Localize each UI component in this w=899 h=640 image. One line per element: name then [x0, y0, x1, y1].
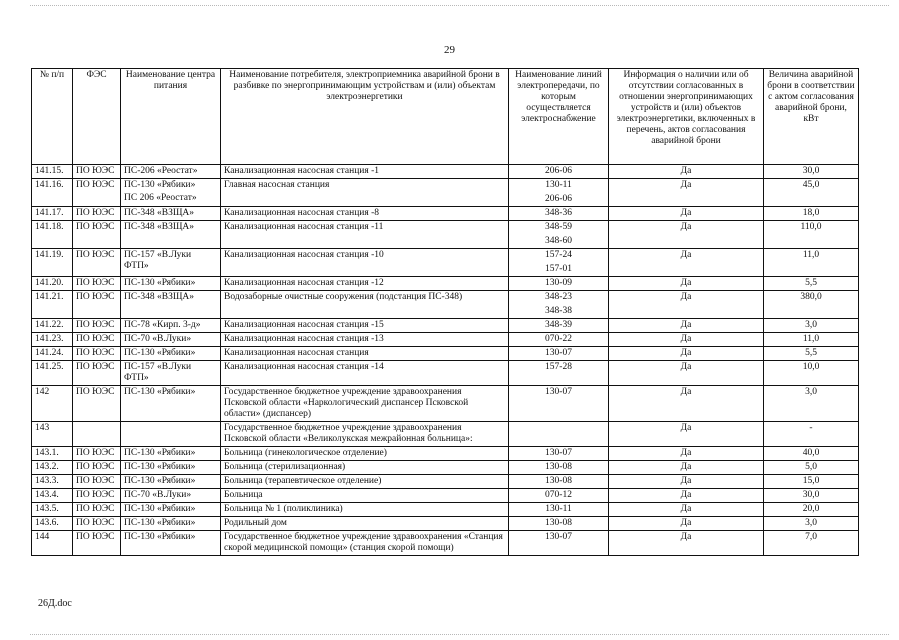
row-center [121, 347, 221, 361]
header-row [32, 69, 859, 165]
row-power: 3,0 [764, 517, 859, 531]
row-power: 20,0 [764, 503, 859, 517]
row-number: 141.15. [32, 165, 73, 179]
row-lines [509, 422, 609, 447]
row-lines [509, 207, 609, 221]
row-lines [509, 165, 609, 179]
table-row [32, 221, 859, 249]
row-lines [509, 221, 609, 249]
row-fes [73, 422, 121, 447]
page-number: 29 [444, 44, 455, 56]
row-lines [509, 347, 609, 361]
center-name: ПС-130 «Рябики» [124, 504, 196, 514]
row-lines [509, 333, 609, 347]
row-number: 141.20. [32, 277, 73, 291]
row-info: Да [609, 249, 764, 277]
center-name: ПС-78 «Кирп. 3-д» [124, 320, 201, 330]
table-row [32, 179, 859, 207]
line-id: 348-36 [545, 208, 572, 218]
row-lines [509, 489, 609, 503]
col-header-fes: ФЭС [73, 69, 121, 165]
table-row [32, 503, 859, 517]
row-power: 380,0 [764, 291, 859, 319]
line-id: 157-28 [545, 362, 572, 372]
table-row [32, 422, 859, 447]
row-number: 143.1. [32, 447, 73, 461]
row-consumer: Канализационная насосная станция -15 [221, 319, 509, 333]
row-center [121, 503, 221, 517]
row-lines [509, 386, 609, 422]
center-name: ПС-206 «Реостат» [124, 166, 198, 176]
row-power: 40,0 [764, 447, 859, 461]
table-row [32, 277, 859, 291]
col-header-center: Наименование центра питания [121, 69, 221, 165]
row-fes: ПО ЮЭС [73, 361, 121, 386]
table-row [32, 386, 859, 422]
row-fes: ПО ЮЭС [73, 447, 121, 461]
row-info: Да [609, 461, 764, 475]
table-row [32, 207, 859, 221]
line-id: 348-39 [545, 320, 572, 330]
row-consumer: Канализационная насосная станция [221, 347, 509, 361]
col-header-consumer: Наименование потребителя, электроприемника аварийной брони в разбивке по энергопринимающим устройствам и (или) объектам электроэнергетики [221, 69, 509, 165]
line-id: 130-08 [545, 462, 572, 472]
row-info: Да [609, 503, 764, 517]
line-id: 070-22 [545, 334, 572, 344]
row-consumer: Канализационная насосная станция -11 [221, 221, 509, 249]
row-consumer: Канализационная насосная станция -1 [221, 165, 509, 179]
center-name: ПС-130 «Рябики» [124, 532, 196, 542]
line-id: 130-08 [545, 518, 572, 528]
row-lines [509, 249, 609, 277]
center-name: ПС-157 «В.Луки ФТП» [124, 250, 192, 271]
row-power: 10,0 [764, 361, 859, 386]
line-id: 206-06 [545, 194, 572, 204]
line-id: 157-01 [545, 264, 572, 274]
row-fes: ПО ЮЭС [73, 347, 121, 361]
center-name: ПС-348 «ВЗЩА» [124, 208, 195, 218]
table-row [32, 475, 859, 489]
row-lines [509, 503, 609, 517]
row-consumer: Государственное бюджетное учреждение здравоохранения «Станция скорой медицинской помощи» (станция скорой помощи) [221, 531, 509, 556]
line-id: 348-38 [545, 306, 572, 316]
row-center [121, 179, 221, 207]
row-info: Да [609, 207, 764, 221]
row-lines [509, 517, 609, 531]
line-id: 130-07 [545, 532, 572, 542]
row-fes: ПО ЮЭС [73, 221, 121, 249]
scan-top-edge [30, 5, 889, 6]
row-fes: ПО ЮЭС [73, 475, 121, 489]
table-row [32, 517, 859, 531]
col-header-info: Информация о наличии или об отсутствии согласованных в отношении энергопринимающих устройств и (или) объектов электроэнергетики, включенных в перечень, актов согласования аварийной брони [609, 69, 764, 165]
center-name: ПС-130 «Рябики» [124, 448, 196, 458]
row-fes: ПО ЮЭС [73, 461, 121, 475]
row-info: Да [609, 277, 764, 291]
row-consumer: Канализационная насосная станция -13 [221, 333, 509, 347]
table-row [32, 531, 859, 556]
center-name: ПС-70 «В.Луки» [124, 490, 192, 500]
row-power: 5,0 [764, 461, 859, 475]
row-number: 141.22. [32, 319, 73, 333]
row-center [121, 422, 221, 447]
row-center [121, 291, 221, 319]
row-center [121, 221, 221, 249]
row-center [121, 207, 221, 221]
row-number: 142 [32, 386, 73, 422]
row-number: 141.21. [32, 291, 73, 319]
line-id: 130-08 [545, 476, 572, 486]
row-consumer: Больница (терапевтическое отделение) [221, 475, 509, 489]
line-id: 070-12 [545, 490, 572, 500]
row-number: 143.4. [32, 489, 73, 503]
row-info: Да [609, 347, 764, 361]
row-number: 143.3. [32, 475, 73, 489]
row-info: Да [609, 422, 764, 447]
line-id: 130-11 [545, 180, 572, 190]
row-consumer: Канализационная насосная станция -14 [221, 361, 509, 386]
line-id: 206-06 [545, 166, 572, 176]
row-fes: ПО ЮЭС [73, 249, 121, 277]
row-center [121, 319, 221, 333]
center-name: ПС-130 «Рябики» [124, 518, 196, 528]
row-consumer: Государственное бюджетное учреждение здравоохранения Псковской области «Великолукская межрайонная больница»: [221, 422, 509, 447]
row-center [121, 531, 221, 556]
row-fes: ПО ЮЭС [73, 291, 121, 319]
row-power: 18,0 [764, 207, 859, 221]
row-consumer: Больница (стерилизационная) [221, 461, 509, 475]
row-info: Да [609, 386, 764, 422]
row-fes: ПО ЮЭС [73, 489, 121, 503]
row-center [121, 277, 221, 291]
row-info: Да [609, 447, 764, 461]
row-consumer: Канализационная насосная станция -10 [221, 249, 509, 277]
row-info: Да [609, 221, 764, 249]
row-center [121, 489, 221, 503]
table-row [32, 291, 859, 319]
row-number: 141.19. [32, 249, 73, 277]
center-name: ПС-348 «ВЗЩА» [124, 292, 195, 302]
reservation-table [31, 68, 859, 556]
table-row [32, 333, 859, 347]
row-lines [509, 461, 609, 475]
row-center [121, 461, 221, 475]
table-row [32, 461, 859, 475]
row-info: Да [609, 319, 764, 333]
center-name: ПС-70 «В.Луки» [124, 334, 192, 344]
row-info: Да [609, 517, 764, 531]
row-info: Да [609, 361, 764, 386]
row-number: 143.6. [32, 517, 73, 531]
row-power: 3,0 [764, 319, 859, 333]
row-lines [509, 361, 609, 386]
row-center [121, 475, 221, 489]
row-consumer: Канализационная насосная станция -12 [221, 277, 509, 291]
line-id: 348-59 [545, 222, 572, 232]
row-fes: ПО ЮЭС [73, 386, 121, 422]
row-info: Да [609, 333, 764, 347]
row-fes: ПО ЮЭС [73, 207, 121, 221]
row-consumer: Больница № 1 (поликлиника) [221, 503, 509, 517]
row-center [121, 386, 221, 422]
center-name: ПС 206 «Реостат» [124, 193, 197, 203]
row-lines [509, 291, 609, 319]
scan-bottom-edge [30, 634, 889, 635]
row-number: 141.23. [32, 333, 73, 347]
row-consumer: Больница [221, 489, 509, 503]
row-power: 11,0 [764, 249, 859, 277]
row-fes: ПО ЮЭС [73, 531, 121, 556]
row-fes: ПО ЮЭС [73, 165, 121, 179]
row-lines [509, 319, 609, 333]
center-name: ПС-130 «Рябики» [124, 180, 196, 190]
row-consumer: Родильный дом [221, 517, 509, 531]
row-info: Да [609, 179, 764, 207]
row-number: 144 [32, 531, 73, 556]
row-number: 143 [32, 422, 73, 447]
row-number: 141.18. [32, 221, 73, 249]
row-number: 141.17. [32, 207, 73, 221]
row-power: 30,0 [764, 165, 859, 179]
footer-filename: 26Д.doc [38, 598, 72, 609]
table-row [32, 249, 859, 277]
line-id: 157-24 [545, 250, 572, 260]
row-fes: ПО ЮЭС [73, 179, 121, 207]
row-power: 5,5 [764, 277, 859, 291]
line-id: 130-07 [545, 348, 572, 358]
row-fes: ПО ЮЭС [73, 503, 121, 517]
row-power: 30,0 [764, 489, 859, 503]
table-row [32, 361, 859, 386]
row-power: 15,0 [764, 475, 859, 489]
line-id: 130-11 [545, 504, 572, 514]
row-info: Да [609, 531, 764, 556]
line-id: 130-09 [545, 278, 572, 288]
row-consumer: Главная насосная станция [221, 179, 509, 207]
row-power: 3,0 [764, 386, 859, 422]
row-power: 11,0 [764, 333, 859, 347]
row-info: Да [609, 489, 764, 503]
row-consumer: Государственное бюджетное учреждение здравоохранения Псковской области «Наркологический диспансер Псковской области» (диспансер) [221, 386, 509, 422]
row-fes: ПО ЮЭС [73, 277, 121, 291]
center-name: ПС-130 «Рябики» [124, 387, 196, 397]
row-lines [509, 531, 609, 556]
row-fes: ПО ЮЭС [73, 333, 121, 347]
row-lines [509, 447, 609, 461]
row-lines [509, 475, 609, 489]
row-consumer: Больница (гинекологическое отделение) [221, 447, 509, 461]
center-name: ПС-130 «Рябики» [124, 462, 196, 472]
row-lines [509, 179, 609, 207]
center-name: ПС-130 «Рябики» [124, 278, 196, 288]
row-fes: ПО ЮЭС [73, 319, 121, 333]
row-center [121, 165, 221, 179]
row-number: 143.2. [32, 461, 73, 475]
row-center [121, 249, 221, 277]
row-info: Да [609, 165, 764, 179]
row-number: 141.24. [32, 347, 73, 361]
row-number: 141.16. [32, 179, 73, 207]
row-number: 141.25. [32, 361, 73, 386]
row-center [121, 333, 221, 347]
table-row [32, 347, 859, 361]
row-power: 110,0 [764, 221, 859, 249]
line-id: 348-23 [545, 292, 572, 302]
center-name: ПС-130 «Рябики» [124, 348, 196, 358]
col-header-lines: Наименование линий электропередачи, по которым осуществляется электроснабжение [509, 69, 609, 165]
table-row [32, 447, 859, 461]
row-center [121, 447, 221, 461]
row-consumer: Канализационная насосная станция -8 [221, 207, 509, 221]
col-header-power: Величина аварийной брони в соответствии с актом согласования аварийной брони, кВт [764, 69, 859, 165]
row-center [121, 361, 221, 386]
row-info: Да [609, 291, 764, 319]
row-info: Да [609, 475, 764, 489]
line-id: 130-07 [545, 387, 572, 397]
row-lines [509, 277, 609, 291]
table-row [32, 489, 859, 503]
table-row [32, 165, 859, 179]
center-name: ПС-157 «В.Луки ФТП» [124, 362, 192, 383]
row-power: 5,5 [764, 347, 859, 361]
row-center [121, 517, 221, 531]
center-name: ПС-130 «Рябики» [124, 476, 196, 486]
row-number: 143.5. [32, 503, 73, 517]
row-fes: ПО ЮЭС [73, 517, 121, 531]
row-power: 7,0 [764, 531, 859, 556]
line-id: 348-60 [545, 236, 572, 246]
center-name: ПС-348 «ВЗЩА» [124, 222, 195, 232]
col-header-num: № п/п [32, 69, 73, 165]
row-power: - [764, 422, 859, 447]
table-row [32, 319, 859, 333]
line-id: 130-07 [545, 448, 572, 458]
row-power: 45,0 [764, 179, 859, 207]
row-consumer: Водозаборные очистные сооружения (подстанция ПС-348) [221, 291, 509, 319]
